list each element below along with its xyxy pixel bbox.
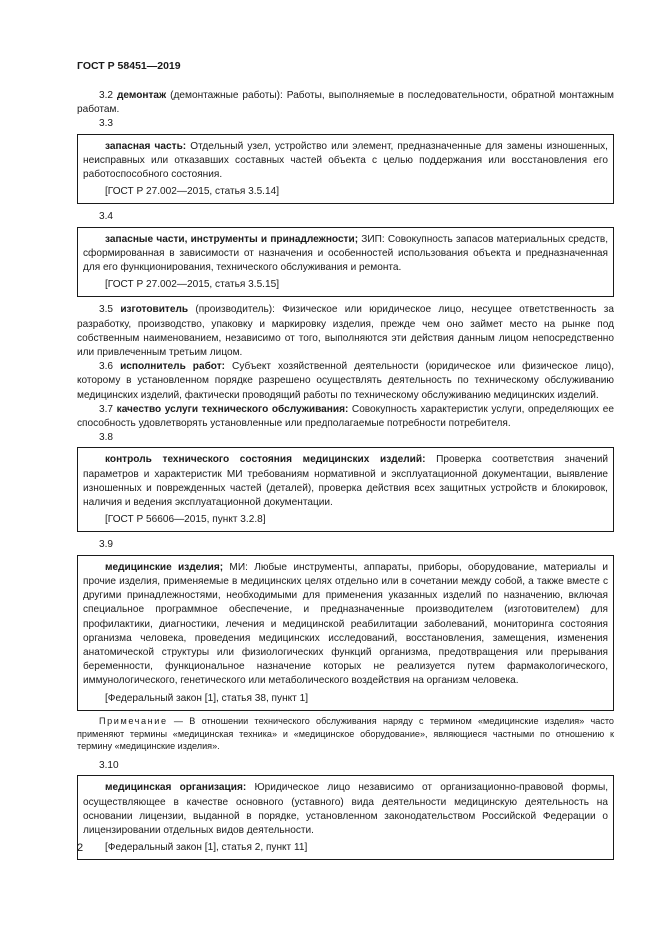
entry-term: контроль технического состояния медицинских изделий:: [105, 454, 426, 466]
note-label: Примечание: [99, 715, 168, 726]
entry-3-4: [83, 233, 608, 276]
entry-term: исполнитель работ:: [120, 361, 226, 373]
term-box-3-3: [77, 134, 614, 205]
entry-source: [ГОСТ Р 56606—2015, пункт 3.2.8]: [105, 514, 266, 526]
entry-term: медицинские изделия;: [105, 561, 224, 573]
entry-definition: Проверка соответствия значений параметров и характеристик МИ требованиям нормативной и эксплуатационной документации, выявление изношенных и поврежденных частей (деталей), проверка действия всех защитных устройств и блокировок, наличия и ведения эксплуатационной документации.: [83, 454, 609, 509]
entry-number-3-4: 3.4: [99, 211, 114, 223]
entry-number-3-9: 3.9: [99, 539, 114, 551]
entry-3-10: [83, 781, 608, 838]
term-box-3-8: [77, 447, 614, 532]
entry-number: 3.6: [99, 361, 114, 373]
entry-source: [Федеральный закон [1], статья 2, пункт 11]: [105, 842, 308, 854]
entry-term: качество услуги технического обслуживания:: [116, 403, 349, 415]
document-header: ГОСТ Р 58451—2019: [77, 60, 181, 72]
entry-definition: Субъект хозяйственной деятельности (юридическое или физическое лицо), которому в установленном порядке разрешено осуществлять деятельность по техническому обслуживанию медицинских изделий, фактически проводящий работы по техническому обслуживанию медицинских изделий.: [77, 361, 614, 401]
entry-source: [ГОСТ Р 27.002—2015, статья 3.5.15]: [105, 279, 280, 291]
entry-3-3: [83, 140, 608, 183]
entry-definition: МИ: Любые инструменты, аппараты, приборы, оборудование, материалы и прочие изделия, применяемые в медицинских целях отдельно или в сочетании между собой, а также вместе с другими принадлежностями, необходимыми для применения указанных изделий по назначению, включая специальное программное обеспечение, и предназначенные производителем (изготовителем) для профилактики, диагностики, лечения и медицинской реабилитации заболеваний, мониторинга состояния организма человека, проведения медицинских исследований, восстановления, замещения, изменения анатомической структуры или физиологических функций организма, предотвращения или прерывания беременности, функциональное назначение которых не реализуется путем фармакологического, иммунологического, генетического или метаболического воздействия на организм человека.: [83, 561, 608, 687]
entry-3-2: [77, 89, 614, 117]
term-box-3-10: [77, 775, 614, 860]
note-3-9: [77, 715, 614, 753]
entry-definition: Совокупность характеристик услуги, определяющих ее способность удовлетворять установленные или предполагаемые потребности потребителя.: [77, 403, 614, 430]
document-body: [77, 89, 614, 866]
entry-number: 3.5: [99, 304, 114, 316]
entry-definition: (производитель): Физическое или юридическое лицо, несущее ответственность за разработку, производство, упаковку и маркировку изделия, прежде чем оно займет место на рынке под собственным наименованием, независимо от того, выполняются эти действия данным лицом непосредственно или привлеченным третьим лицом.: [77, 304, 614, 359]
entry-definition: (демонтажные работы): Работы, выполняемые в последовательности, обратной монтажным работам.: [77, 90, 614, 116]
entry-definition: Отдельный узел, устройство или элемент, предназначенные для замены изношенных, неисправных или отказавших составных частей объекта с целью поддержания или восстановления его работоспособного состояния.: [83, 140, 608, 181]
note-text: — В отношении технического обслуживания наряду с термином «медицинские изделия» часто применяют термины «медицинская техника» и «медицинское оборудование», являющиеся частными по отношению к термину «медицинские изделия».: [77, 715, 614, 752]
entry-definition: Юридическое лицо независимо от организационно-правовой формы, осуществляющее в качестве основного (уставного) вида деятельности медицинскую деятельность на основании лицензии, выданной в порядке, установленном законодательством Российской Федерации о лицензировании отдельных видов деятельности.: [83, 782, 608, 836]
entry-definition: ЗИП: Совокупность запасов материальных средств, сформированная в зависимости от назначения и особенностей использования объекта и предназначенная для его функционирования, технического обслуживания и ремонта.: [83, 233, 609, 274]
entry-term: демонтаж: [117, 90, 167, 101]
entry-3-8: [83, 453, 608, 510]
entry-term: запасная часть:: [105, 140, 187, 152]
term-box-3-9: [77, 555, 614, 711]
entry-number: 3.7: [99, 403, 114, 415]
entry-number-3-3: 3.3: [99, 118, 114, 130]
entry-source: [ГОСТ Р 27.002—2015, статья 3.5.14]: [105, 186, 280, 198]
entry-term: запасные части, инструменты и принадлежности;: [105, 233, 359, 245]
entry-number-3-8: 3.8: [99, 432, 114, 444]
entry-3-5: [77, 303, 614, 360]
entry-number: 3.2: [99, 90, 114, 101]
entry-term: изготовитель: [120, 304, 189, 316]
entry-source: [Федеральный закон [1], статья 38, пункт 1]: [105, 692, 309, 704]
entry-number-3-10: 3.10: [99, 760, 119, 772]
entry-3-9: [83, 561, 608, 689]
term-box-3-4: [77, 227, 614, 298]
entry-3-7: [77, 403, 614, 431]
entry-term: медицинская организация:: [105, 782, 247, 794]
page-number: 2: [77, 842, 84, 854]
entry-3-6: [77, 360, 614, 403]
